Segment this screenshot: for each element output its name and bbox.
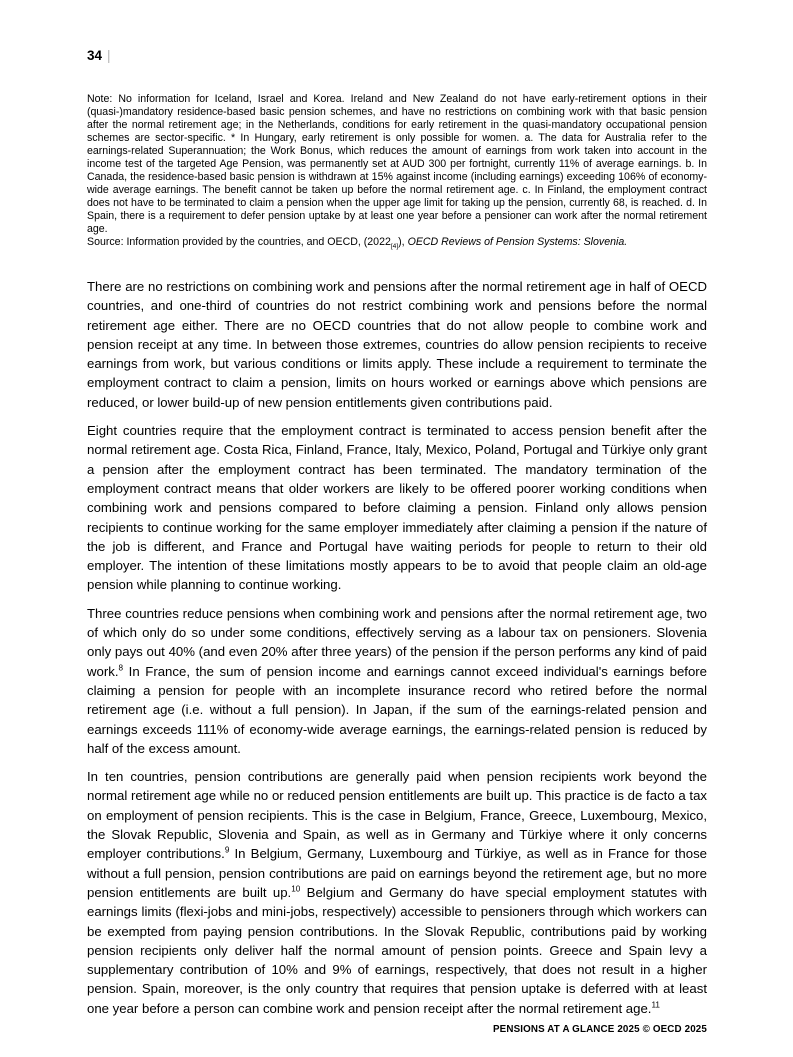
page-footer: [493, 1024, 707, 1035]
footer-text: PENSIONS AT A GLANCE 2025 © OECD 2025: [492, 1024, 707, 1035]
paragraph-3: Three countries reduce pensions when combining work and pensions after the normal retirement age, two of which only do so under some conditions, effectively serving as a labour tax on pensioners. Slovenia only pays out 40% (and even 20% after three years) of the pension if the person performs any kind of paid work.$^8$ In France, the sum of pension income and earnings cannot exceed individual's earnings before claiming a pension for people with an incomplete insurance record who retired before the normal retirement age (i.e. without a full pension). In Japan, if the sum of the earnings-related pension and earnings exceeds 111% of economy-wide average earnings, the earnings-related pension is reduced by half of the excess amount.: [87, 605, 707, 756]
body-text: [87, 277, 707, 1018]
source-text: Source: Information provided by the countries, and OECD, $(2022_{[4]})$, OECD Reviews of Pension Systems: Slovenia.: [87, 236, 628, 251]
paragraph-1: There are no restrictions on combining work and pensions after the normal retirement age in half of OECD countries, and one-third of countries do not restrict combining work and pensions before the normal retirement age either. There are no OECD countries that do not allow people to combine work and pension receipt at any time. In between those extremes, countries do allow pension recipients to receive earnings from work, but various conditions or limits apply. These include a requirement to terminate the employment contract to claim a pension, limits on hours worked or earnings above which pensions are reduced, or lower build-up of new pension entitlements given contributions paid.: [87, 279, 707, 410]
page-number-separator: |: [107, 48, 111, 63]
page-header: [87, 48, 707, 63]
paragraph-4: In ten countries, pension contributions are generally paid when pension recipients work beyond the normal retirement age while no or reduced pension entitlements are built up. This practice is de facto a tax on employment of pension recipients. This is the case in Belgium, France, Greece, Luxembourg, Mexico, the Slovak Republic, Slovenia and Spain, as well as in Germany and Türkiye where it only concerns employer contributions.$^9$ In Belgium, Germany, Luxembourg and Türkiye, as well as in France for those without a full pension, pension contributions are paid on earnings beyond the retirement age, but no more pension entitlements are built up.$^{10}$ Belgium and Germany do have special employment statutes with earnings limits (flexi-jobs and mini-jobs, respectively) accessible to pensioners through which workers can be exempted from paying pension contributions. In the Slovak Republic, contributions paid by working pension recipients only deliver half the normal amount of pension points. Greece and Spain levy a supplementary contribution of 10% and 9% of earnings, respectively, that does not result in a higher pension. Spain, moreover, is the only country that requires that pension uptake is deferred with at least one year before a person can combine work and pension receipt after the normal retirement age.$^{11}$: [87, 769, 707, 1016]
note-text: Note: No information for Iceland, Israel and Korea. Ireland and New Zealand do not have early-retirement options in their (quasi-)mandatory residence-based basic pension schemes, and have no restrictions on combining work with that basic pension after the normal retirement age; in the Netherlands, conditions for early retirement in the quasi-mandatory occupational pension schemes are sector-specific. * In Hungary, early retirement is only possible for women. a. The data for Australia refer to the earnings-related Superannuation; the Work Bonus, which reduces the amount of earnings from work taken into account in the income test of the targeted Age Pension, was permanently set at AUD 300 per fortnight, currently 11% of average earnings. b. In Canada, the residence-based basic pension is withdrawn at 15% against income (including earnings) exceeding 106% of economy-wide average earnings. The benefit cannot be taken up before the normal retirement age. c. In Finland, the employment contract does not have to be terminated to claim a pension when the upper age limit for taking up the pension, currently 68, is reached. d. In Spain, there is a requirement to defer pension uptake by at least one year before a pensioner can work after the normal retirement age.: [87, 93, 707, 235]
note-block: [87, 93, 707, 249]
paragraph-2: Eight countries require that the employment contract is terminated to access pension benefit after the normal retirement age. Costa Rica, Finland, France, Italy, Mexico, Poland, Portugal and Türkiye only grant a pension after the employment contract has been terminated. The mandatory termination of the employment contract means that older workers are likely to be offered poorer working conditions when combining work and pensions compared to before claiming a pension. Finland only allows pension recipients to continue working for the same employer immediately after claiming a pension if the nature of the job is different, and France and Portugal have waiting periods for people to return to their old employer. The intention of these limitations mostly appears to be to avoid that people claim an old-age pension while planning to continue working.: [87, 423, 707, 593]
page-number: 34: [87, 48, 103, 63]
